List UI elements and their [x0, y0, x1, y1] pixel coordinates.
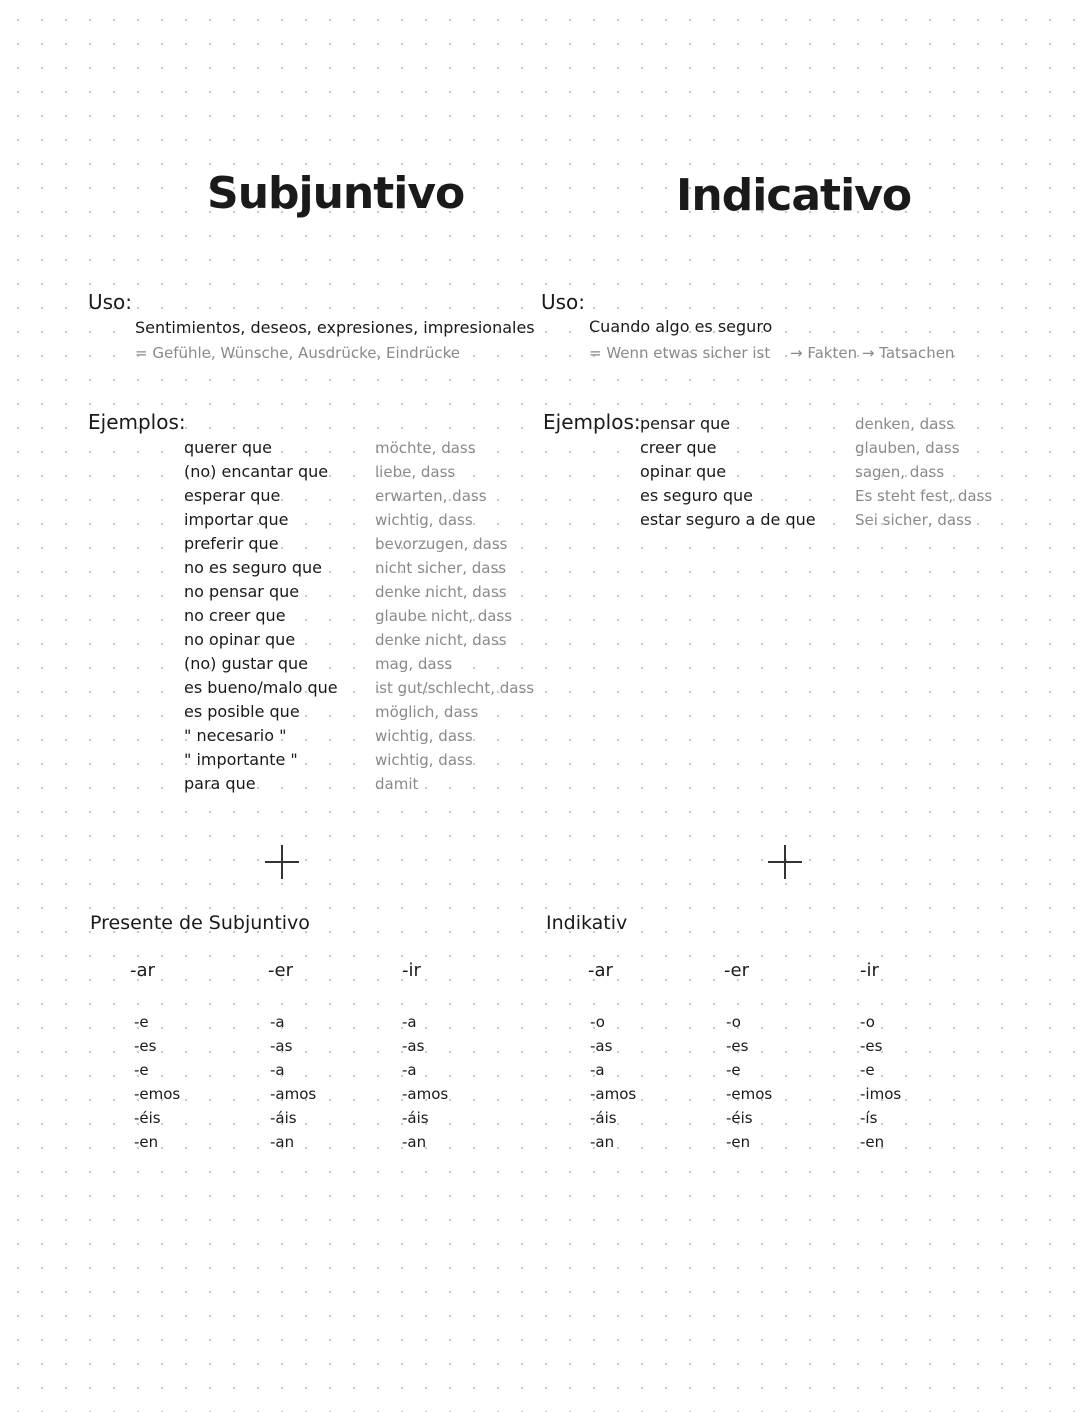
example-es: (no) encantar que — [184, 462, 329, 481]
ending: -áis — [402, 1109, 429, 1127]
example-es: es seguro que — [640, 486, 753, 505]
indicativo-uso-translation: = Wenn etwas sicher ist — [589, 344, 771, 362]
example-de: denke nicht, dass — [375, 631, 507, 649]
example-es: importar que — [184, 510, 289, 529]
example-es: " importante " — [184, 750, 298, 769]
example-es: es posible que — [184, 702, 300, 721]
example-de: sagen, dass — [855, 463, 945, 481]
indicativo-header-ar: -ar — [588, 960, 613, 981]
subjuntivo-endings-ar — [134, 1010, 180, 1154]
subjuntivo-uso-label: Uso: — [88, 290, 133, 314]
subjuntivo-ejemplos-label: Ejemplos: — [88, 410, 186, 434]
indicativo-endings-ir — [860, 1010, 901, 1154]
subjuntivo-uso-translation: = Gefühle, Wünsche, Ausdrücke, Eindrücke — [135, 344, 460, 362]
example-de: nicht sicher, dass — [375, 559, 507, 577]
indikativ-label: Indikativ — [546, 912, 628, 934]
ending: -o — [726, 1013, 741, 1031]
indicativo-header-er: -er — [724, 960, 749, 981]
subjuntivo-endings-ir — [402, 1010, 448, 1154]
example-es: (no) gustar que — [184, 654, 309, 673]
ending: -en — [134, 1133, 159, 1151]
ending: -éis — [726, 1109, 753, 1127]
example-de: glauben, dass — [855, 439, 960, 457]
plus-icon — [768, 845, 802, 879]
example-de: liebe, dass — [375, 463, 456, 481]
ending: -as — [270, 1037, 293, 1055]
ending: -a — [402, 1061, 417, 1079]
indicativo-endings-er — [726, 1010, 772, 1154]
example-de: wichtig, dass — [375, 511, 473, 529]
indicativo-uso-text: Cuando algo es seguro — [589, 317, 773, 336]
ending: -emos — [134, 1085, 181, 1103]
ending: -éis — [134, 1109, 161, 1127]
ending: -e — [726, 1061, 741, 1079]
example-de: Es steht fest, dass — [855, 487, 993, 505]
example-de: glaube nicht, dass — [375, 607, 513, 625]
ending: -a — [270, 1013, 285, 1031]
example-de: damit — [375, 775, 419, 793]
example-de: erwarten, dass — [375, 487, 487, 505]
ending: -as — [590, 1037, 613, 1055]
subjuntivo-title: Subjuntivo — [207, 168, 465, 219]
subjuntivo-uso-text: Sentimientos, deseos, expresiones, impresionales — [135, 318, 535, 337]
subjuntivo-examples-de — [375, 436, 534, 796]
ending: -a — [270, 1061, 285, 1079]
ending: -emos — [726, 1085, 773, 1103]
ending: -an — [590, 1133, 615, 1151]
ending: -es — [726, 1037, 749, 1055]
ending: -an — [270, 1133, 295, 1151]
example-es: no es seguro que — [184, 558, 322, 577]
ending: -áis — [590, 1109, 617, 1127]
indicativo-uso-label: Uso: — [541, 290, 586, 314]
ending: -es — [134, 1037, 157, 1055]
example-de: Sei sicher, dass — [855, 511, 972, 529]
indicativo-examples-es — [640, 412, 816, 532]
indicativo-title: Indicativo — [676, 170, 912, 221]
example-es: querer que — [184, 438, 273, 457]
ending: -o — [860, 1013, 875, 1031]
example-es: " necesario " — [184, 726, 287, 745]
subjuntivo-header-ar: -ar — [130, 960, 155, 981]
example-es: no creer que — [184, 606, 286, 625]
indicativo-ejemplos-label: Ejemplos: — [543, 410, 641, 434]
ending: -a — [590, 1061, 605, 1079]
ending: -ís — [860, 1109, 878, 1127]
ending: -amos — [402, 1085, 449, 1103]
example-es: esperar que — [184, 486, 281, 505]
ending: -amos — [590, 1085, 637, 1103]
indicativo-header-ir: -ir — [860, 960, 879, 981]
example-es: preferir que — [184, 534, 279, 553]
example-es: estar seguro a de que — [640, 510, 816, 529]
ending: -an — [402, 1133, 427, 1151]
example-de: denke nicht, dass — [375, 583, 507, 601]
example-es: creer que — [640, 438, 717, 457]
ending: -as — [402, 1037, 425, 1055]
example-es: para que — [184, 774, 256, 793]
example-de: mag, dass — [375, 655, 453, 673]
ending: -en — [726, 1133, 751, 1151]
example-de: möchte, dass — [375, 439, 476, 457]
example-de: wichtig, dass — [375, 727, 473, 745]
example-de: möglich, dass — [375, 703, 479, 721]
subjuntivo-header-ir: -ir — [402, 960, 421, 981]
ending: -e — [860, 1061, 875, 1079]
example-de: bevorzugen, dass — [375, 535, 508, 553]
subjuntivo-header-er: -er — [268, 960, 293, 981]
ending: -e — [134, 1013, 149, 1031]
example-de: wichtig, dass — [375, 751, 473, 769]
example-es: no pensar que — [184, 582, 300, 601]
subjuntivo-endings-er — [270, 1010, 316, 1154]
ending: -amos — [270, 1085, 317, 1103]
indicativo-examples-de — [855, 412, 992, 532]
example-es: pensar que — [640, 414, 731, 433]
example-es: opinar que — [640, 462, 727, 481]
indicativo-endings-ar — [590, 1010, 636, 1154]
ending: -áis — [270, 1109, 297, 1127]
ending: -a — [402, 1013, 417, 1031]
indicativo-uso-arrows: → Fakten → Tatsachen — [790, 344, 955, 362]
ending: -o — [590, 1013, 605, 1031]
example-de: ist gut/schlecht, dass — [375, 679, 535, 697]
subjuntivo-examples-es — [184, 436, 338, 796]
example-es: es bueno/malo que — [184, 678, 338, 697]
plus-icon — [265, 845, 299, 879]
example-de: denken, dass — [855, 415, 955, 433]
presente-subjuntivo-label: Presente de Subjuntivo — [90, 912, 310, 934]
ending: -en — [860, 1133, 885, 1151]
ending: -es — [860, 1037, 883, 1055]
example-es: no opinar que — [184, 630, 296, 649]
ending: -e — [134, 1061, 149, 1079]
ending: -imos — [860, 1085, 902, 1103]
